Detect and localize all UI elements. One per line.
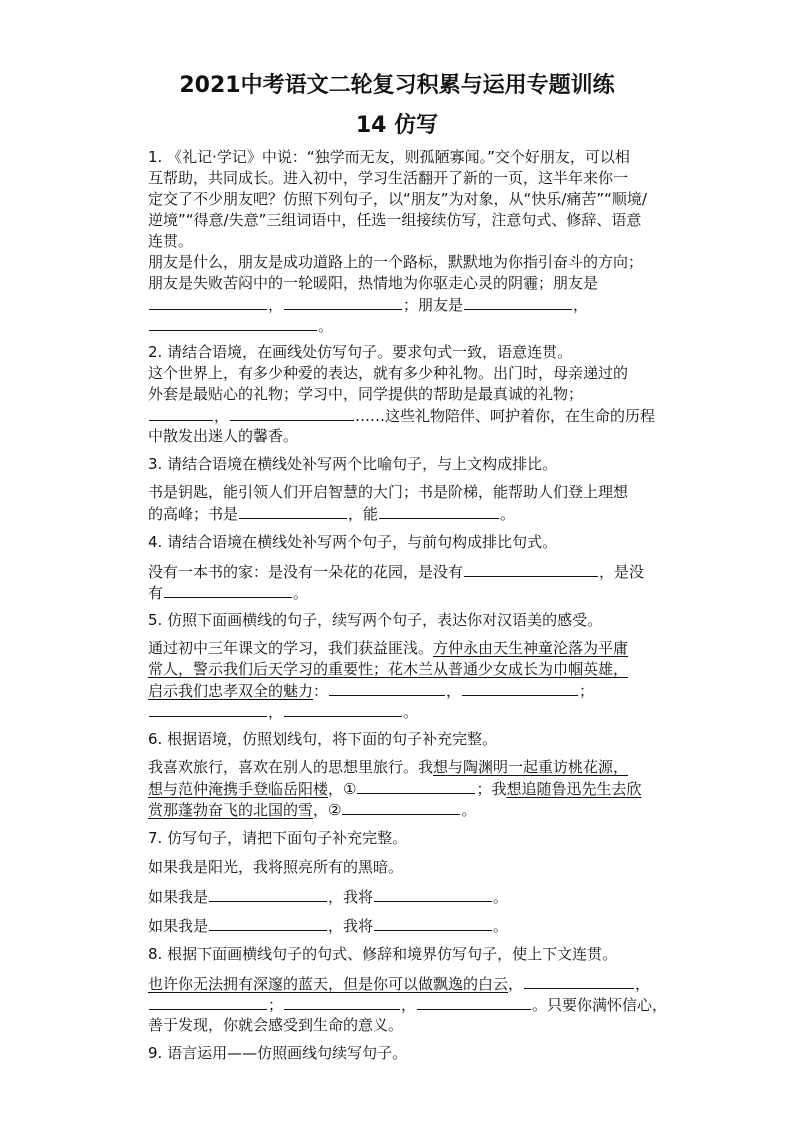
answer-blank[interactable] xyxy=(342,799,460,815)
q1-line: 逆境”“得意/失意”三组词语中，任选一组接续仿写，注意句式、修辞、语意 xyxy=(148,211,642,229)
q1-line: 定交了不少朋友吧？仿照下列句子，以“朋友”为对象，从“快乐/痛苦”“顺境/ xyxy=(148,190,647,208)
q6-answer-line: 赏那蓬勃奋飞的北国的雪，② 。 xyxy=(148,801,477,819)
q5-answer-line: 启示我们忠孝双全的魅力： ， ； xyxy=(148,682,595,700)
q5-line: 5. 仿照下面画横线的句子，续写两个句子，表达你对汉语美的感受。 xyxy=(148,611,603,629)
q4-answer-line: 没有一本书的家：是没有一朵花的花园，是没有 ，是没 xyxy=(148,563,645,581)
q6-answer-line: 想与范仲淹携手登临岳阳楼，① ；我想追随鲁迅先生去欣 xyxy=(148,780,642,798)
answer-blank[interactable] xyxy=(464,561,598,577)
q2-line: 这个世界上，有多少种爱的表达，就有多少种礼物。出门时，母亲递过的 xyxy=(148,364,629,382)
answer-blank[interactable] xyxy=(149,405,213,421)
q1-answer-line: ， ；朋友是 ， xyxy=(148,294,588,315)
q8-answer-line: ； ， 。只要你满怀信心， xyxy=(148,994,667,1015)
answer-blank[interactable] xyxy=(239,503,347,519)
underlined-example: 方仲永由天生神童沦落为平庸 xyxy=(433,639,629,657)
q1-line: 互帮助，共同成长。进入初中，学习生活翻开了新的一页，这半年来你一 xyxy=(148,169,629,187)
page-title: 2021中考语文二轮复习积累与运用专题训练 xyxy=(179,73,615,98)
answer-blank[interactable] xyxy=(230,405,354,421)
q7-example-line: 如果我是阳光，我将照亮所有的黑暗。 xyxy=(148,858,404,876)
q6-line: 我喜欢旅行，喜欢在别人的思想里旅行。我想与陶渊明一起重访桃花源， xyxy=(148,758,629,776)
q7-answer-line: 如果我是 ，我将 。 xyxy=(148,888,509,906)
answer-blank[interactable] xyxy=(284,294,402,310)
q5-line: 通过初中三年课文的学习，我们获益匪浅。方仲永由天生神童沦落为平庸 xyxy=(148,639,629,657)
answer-blank[interactable] xyxy=(284,701,402,717)
underlined-example: 也许你无法拥有深邃的蓝天，但是你可以做飘逸的白云 xyxy=(148,975,509,993)
q8-line: 善于发现，你就会感受到生命的意义。 xyxy=(148,1016,404,1034)
q1-line: 1. 《礼记·学记》中说：“独学而无友，则孤陋寡闻。”交个好朋友，可以相 xyxy=(148,148,630,166)
answer-blank[interactable] xyxy=(417,994,531,1010)
answer-blank[interactable] xyxy=(149,294,267,310)
answer-blank[interactable] xyxy=(209,886,327,902)
q5-answer-line: ， 。 xyxy=(148,701,418,722)
q4-answer-line: 有 。 xyxy=(148,584,309,602)
answer-blank[interactable] xyxy=(149,315,317,331)
answer-blank[interactable] xyxy=(464,294,572,310)
underlined-example: 启示我们忠孝双全的魅力 xyxy=(148,682,314,700)
answer-blank[interactable] xyxy=(164,582,292,598)
answer-blank[interactable] xyxy=(374,915,492,931)
answer-blank[interactable] xyxy=(284,994,400,1010)
answer-blank[interactable] xyxy=(209,915,327,931)
answer-blank[interactable] xyxy=(379,503,499,519)
answer-blank[interactable] xyxy=(462,680,578,696)
underlined-example: 想与范仲淹携手登临岳阳楼 xyxy=(148,780,329,798)
q3-line: 书是钥匙，能引领人们开启智慧的大门；书是阶梯，能帮助人们登上理想 xyxy=(148,483,629,501)
underlined-example: 想与陶渊明一起重访桃花源， xyxy=(433,758,629,776)
underlined-example: 想追随鲁迅先生去欣 xyxy=(506,780,642,798)
q6-line: 6. 根据语境，仿照划线句，将下面的句子补充完整。 xyxy=(148,730,498,748)
answer-blank[interactable] xyxy=(374,886,492,902)
q2-line: 中散发出迷人的馨香。 xyxy=(148,427,299,445)
q1-example-line: 朋友是什么，朋友是成功道路上的一个路标，默默地为你指引奋斗的方向； xyxy=(148,253,644,271)
underlined-example: 赏那蓬勃奋飞的北国的雪 xyxy=(148,801,314,819)
q3-line: 3. 请结合语境在横线处补写两个比喻句子，与上文构成排比。 xyxy=(148,455,558,473)
q8-answer-line: 也许你无法拥有深邃的蓝天，但是你可以做飘逸的白云， ， xyxy=(148,975,651,993)
q1-example-line: 朋友是失败苦闷中的一轮暖阳，热情地为你驱走心灵的阴霾；朋友是 xyxy=(148,274,599,292)
q1-answer-line: 。 xyxy=(148,315,333,336)
q1-line: 连贯。 xyxy=(148,232,194,250)
q2-answer-line: ， ……这些礼物陪伴、呵护着你，在生命的历程 xyxy=(148,405,655,426)
answer-blank[interactable] xyxy=(357,778,475,794)
q2-line: 外套是最贴心的礼物；学习中，同学提供的帮助是最真诚的礼物； xyxy=(148,385,584,403)
q4-line: 4. 请结合语境在横线处补写两个句子，与前句构成排比句式。 xyxy=(148,533,558,551)
q7-answer-line: 如果我是 ，我将 。 xyxy=(148,917,509,935)
answer-blank[interactable] xyxy=(329,680,445,696)
q7-line: 7. 仿写句子，请把下面句子补充完整。 xyxy=(148,829,408,847)
q9-line: 9. 语言运用——仿照画线句续写句子。 xyxy=(148,1044,408,1062)
page-subtitle: 14 仿写 xyxy=(355,113,439,138)
answer-blank[interactable] xyxy=(149,994,267,1010)
underlined-example: 常人，警示我们后天学习的重要性；花木兰从普通少女成长为巾帼英雄， xyxy=(148,660,629,678)
q3-answer-line: 的高峰；书是 ，能 。 xyxy=(148,505,516,523)
answer-blank[interactable] xyxy=(149,701,267,717)
answer-blank[interactable] xyxy=(524,973,634,989)
q8-line: 8. 根据下面画横线句子的句式、修辞和境界仿写句子，使上下文连贯。 xyxy=(148,945,618,963)
q2-line: 2. 请结合语境，在画线处仿写句子。要求句式一致，语意连贯。 xyxy=(148,343,573,361)
